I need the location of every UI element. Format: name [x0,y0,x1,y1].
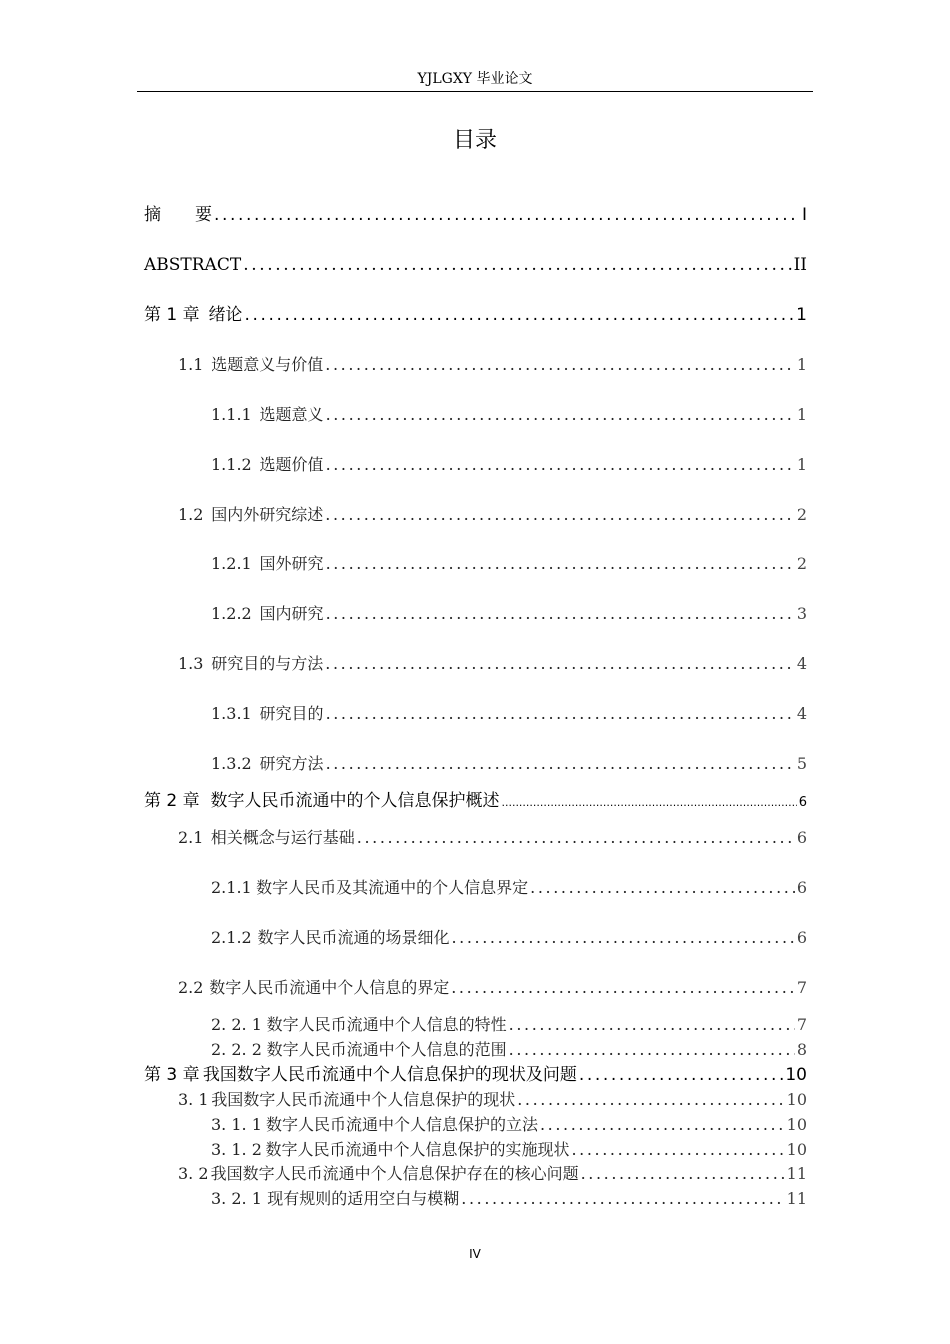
toc-entry-title: 相关概念与运行基础 [210,828,355,847]
toc-entry-number: 1.2.2 [211,604,252,623]
toc-entry-1-2-1[interactable] [211,553,807,575]
toc-entry-page: 10 [785,1065,807,1085]
toc-entry-number: 2. 2. 2 [211,1040,262,1059]
toc-entry-title: 国内外研究综述 [211,505,324,524]
toc-leader-dots [326,703,795,725]
toc-entry-2-1[interactable] [178,827,807,849]
toc-entry-title: 数字人民币流通中个人信息保护的立法 [265,1115,538,1134]
toc-entry-number: 1.2.1 [211,554,252,573]
toc-entry-title: 国内研究 [259,604,324,623]
toc-entry-1-2-2[interactable] [211,603,807,625]
toc-entry-abstract-en[interactable] [144,254,807,276]
toc-entry-number: 2.1 [178,828,204,847]
toc-leader-dots [326,553,795,575]
toc-entry-page: 7 [796,1015,807,1034]
toc-title: 目录 [452,128,497,153]
toc-entry-number: 3. 1. 1 [211,1115,262,1134]
toc-entry-number: 1.3 [178,654,204,673]
toc-leader-dots [325,354,795,376]
toc-entry-number: 1.1.1 [211,405,252,424]
toc-leader-dots [451,977,795,999]
toc-entry-page: 6 [796,828,807,847]
toc-entry-page: 1 [796,405,807,424]
toc-entry-page: 4 [796,704,807,723]
toc-entry-1-3[interactable] [178,653,807,675]
toc-leader-dots [540,1114,785,1136]
toc-entry-1-2[interactable] [178,504,807,526]
toc-entry-title: 数字人民币流通中个人信息的范围 [266,1040,507,1059]
toc-entry-title: 我国数字人民币流通中个人信息保护的现状 [211,1090,516,1109]
toc-entry-page: 2 [796,554,807,573]
toc-entry-2-1-2[interactable] [211,927,807,949]
toc-entry-page: II [793,255,807,275]
toc-entry-3-1[interactable] [178,1089,807,1111]
toc-entry-title: 研究目的与方法 [211,654,324,673]
toc-entry-3-2[interactable] [178,1163,807,1185]
toc-entry-number: 2.2 [178,978,204,997]
toc-entry-number: ABSTRACT [144,255,242,275]
toc-entry-title: 选题意义 [259,405,324,424]
toc-entry-title: 我国数字人民币流通中个人信息保护存在的核心问题 [210,1164,579,1183]
toc-leader-dots [325,504,795,526]
toc-entry-number: 2. 2. 1 [211,1015,262,1034]
toc-entry-title: 数字人民币流通中的个人信息保护概述 [210,791,500,811]
toc-entry-page: 1 [796,305,807,325]
toc-leader-dots [243,254,791,276]
toc-entry-page: 3 [796,604,807,623]
toc-entry-number: 第 3 章 [144,1065,200,1085]
toc-leader-dots [326,454,795,476]
toc-leader-dots [244,304,794,326]
toc-entry-title: 国外研究 [259,554,324,573]
toc-entry-2-2[interactable] [178,977,807,999]
toc-entry-number: 1.2 [178,505,204,524]
toc-entry-chapter-2[interactable] [144,790,807,812]
toc-leader-dots [326,404,795,426]
toc-leader-dots [357,827,795,849]
toc-entry-title: 选题意义与价值 [211,355,324,374]
toc-entry-number: 3. 2 [178,1164,209,1183]
toc-entry-page: 8 [796,1040,807,1059]
toc-entry-abstract-cn[interactable] [144,204,807,226]
toc-entry-page: 11 [786,1189,807,1208]
toc-entry-2-2-1[interactable] [211,1014,807,1036]
toc-leader-dots [326,753,795,775]
toc-entry-title: 选题价值 [259,455,324,474]
toc-entry-1-1-2[interactable] [211,454,807,476]
toc-entry-page: 1 [796,355,807,374]
toc-entry-page: I [801,205,807,225]
toc-entry-page: 11 [786,1164,807,1183]
toc-entry-title: 数字人民币及其流通中的个人信息界定 [256,878,529,897]
toc-entry-chapter-1[interactable] [144,304,807,326]
toc-entry-number: 3. 2. 1 [211,1189,262,1208]
toc-leader-dots [326,603,795,625]
toc-leader-dots [530,877,795,899]
toc-entry-3-2-1[interactable] [211,1188,807,1210]
toc-entry-1-3-2[interactable] [211,753,807,775]
toc-entry-page: 10 [786,1090,807,1109]
toc-entry-page: 2 [796,505,807,524]
toc-entry-page: 1 [796,455,807,474]
toc-leader-dots [325,653,795,675]
running-header: YJLGXY 毕业论文 [417,71,533,87]
toc-leader-dots [517,1089,784,1111]
toc-entry-number: 3. 1. 2 [211,1140,262,1159]
toc-entry-page: 6 [798,795,807,810]
toc-entry-3-1-2[interactable] [211,1139,807,1161]
toc-entry-title: 数字人民币流通中个人信息保护的实施现状 [265,1140,570,1159]
toc-entry-1-1[interactable] [178,354,807,376]
toc-entry-title: 研究方法 [259,754,324,773]
header-rule [137,91,813,92]
page-number: IV [469,1247,481,1261]
toc-entry-title: 研究目的 [259,704,324,723]
toc-leader-dots [451,927,794,949]
toc-entry-title: 数字人民币流通中个人信息的界定 [209,978,450,997]
toc-entry-title: 现有规则的适用空白与模糊 [267,1189,460,1208]
toc-leader-dots [461,1188,784,1210]
toc-leader-dots [509,1014,795,1036]
toc-entry-2-1-1[interactable] [211,877,807,899]
toc-leader-dots [214,204,800,226]
toc-entry-2-2-2[interactable] [211,1039,807,1061]
toc-entry-number: 2.1.1 [211,878,252,897]
toc-entry-page: 4 [796,654,807,673]
toc-leader-dots [571,1139,784,1161]
toc-entry-number: 1.1 [178,355,204,374]
toc-entry-1-1-1[interactable] [211,404,807,426]
toc-entry-number: 2.1.2 [211,928,252,947]
toc-leader-dots [501,792,796,814]
toc-entry-page: 5 [796,754,807,773]
toc-entry-page: 10 [786,1140,807,1159]
toc-entry-number: 1.3.2 [211,754,252,773]
toc-entry-chapter-3[interactable] [144,1064,807,1086]
toc-entry-page: 6 [796,878,807,897]
toc-entry-title: 数字人民币流通中个人信息的特性 [266,1015,507,1034]
toc-entry-number: 摘 要 [144,205,212,225]
toc-entry-number: 第 2 章 [144,791,200,811]
toc-leader-dots [581,1163,785,1185]
toc-entry-title: 我国数字人民币流通中个人信息保护的现状及问题 [202,1065,577,1085]
toc-entry-page: 10 [786,1115,807,1134]
toc-entry-3-1-1[interactable] [211,1114,807,1136]
toc-entry-1-3-1[interactable] [211,703,807,725]
toc-entry-title: 数字人民币流通的场景细化 [257,928,450,947]
toc-leader-dots [579,1064,783,1086]
toc-entry-page: 6 [796,928,807,947]
toc-entry-page: 7 [796,978,807,997]
toc-entry-number: 3. 1 [178,1090,209,1109]
toc-entry-number: 第 1 章 [144,305,200,325]
toc-entry-number: 1.3.1 [211,704,252,723]
toc-entry-title: 绪论 [208,305,243,325]
toc-leader-dots [509,1039,795,1061]
toc-entry-number: 1.1.2 [211,455,252,474]
